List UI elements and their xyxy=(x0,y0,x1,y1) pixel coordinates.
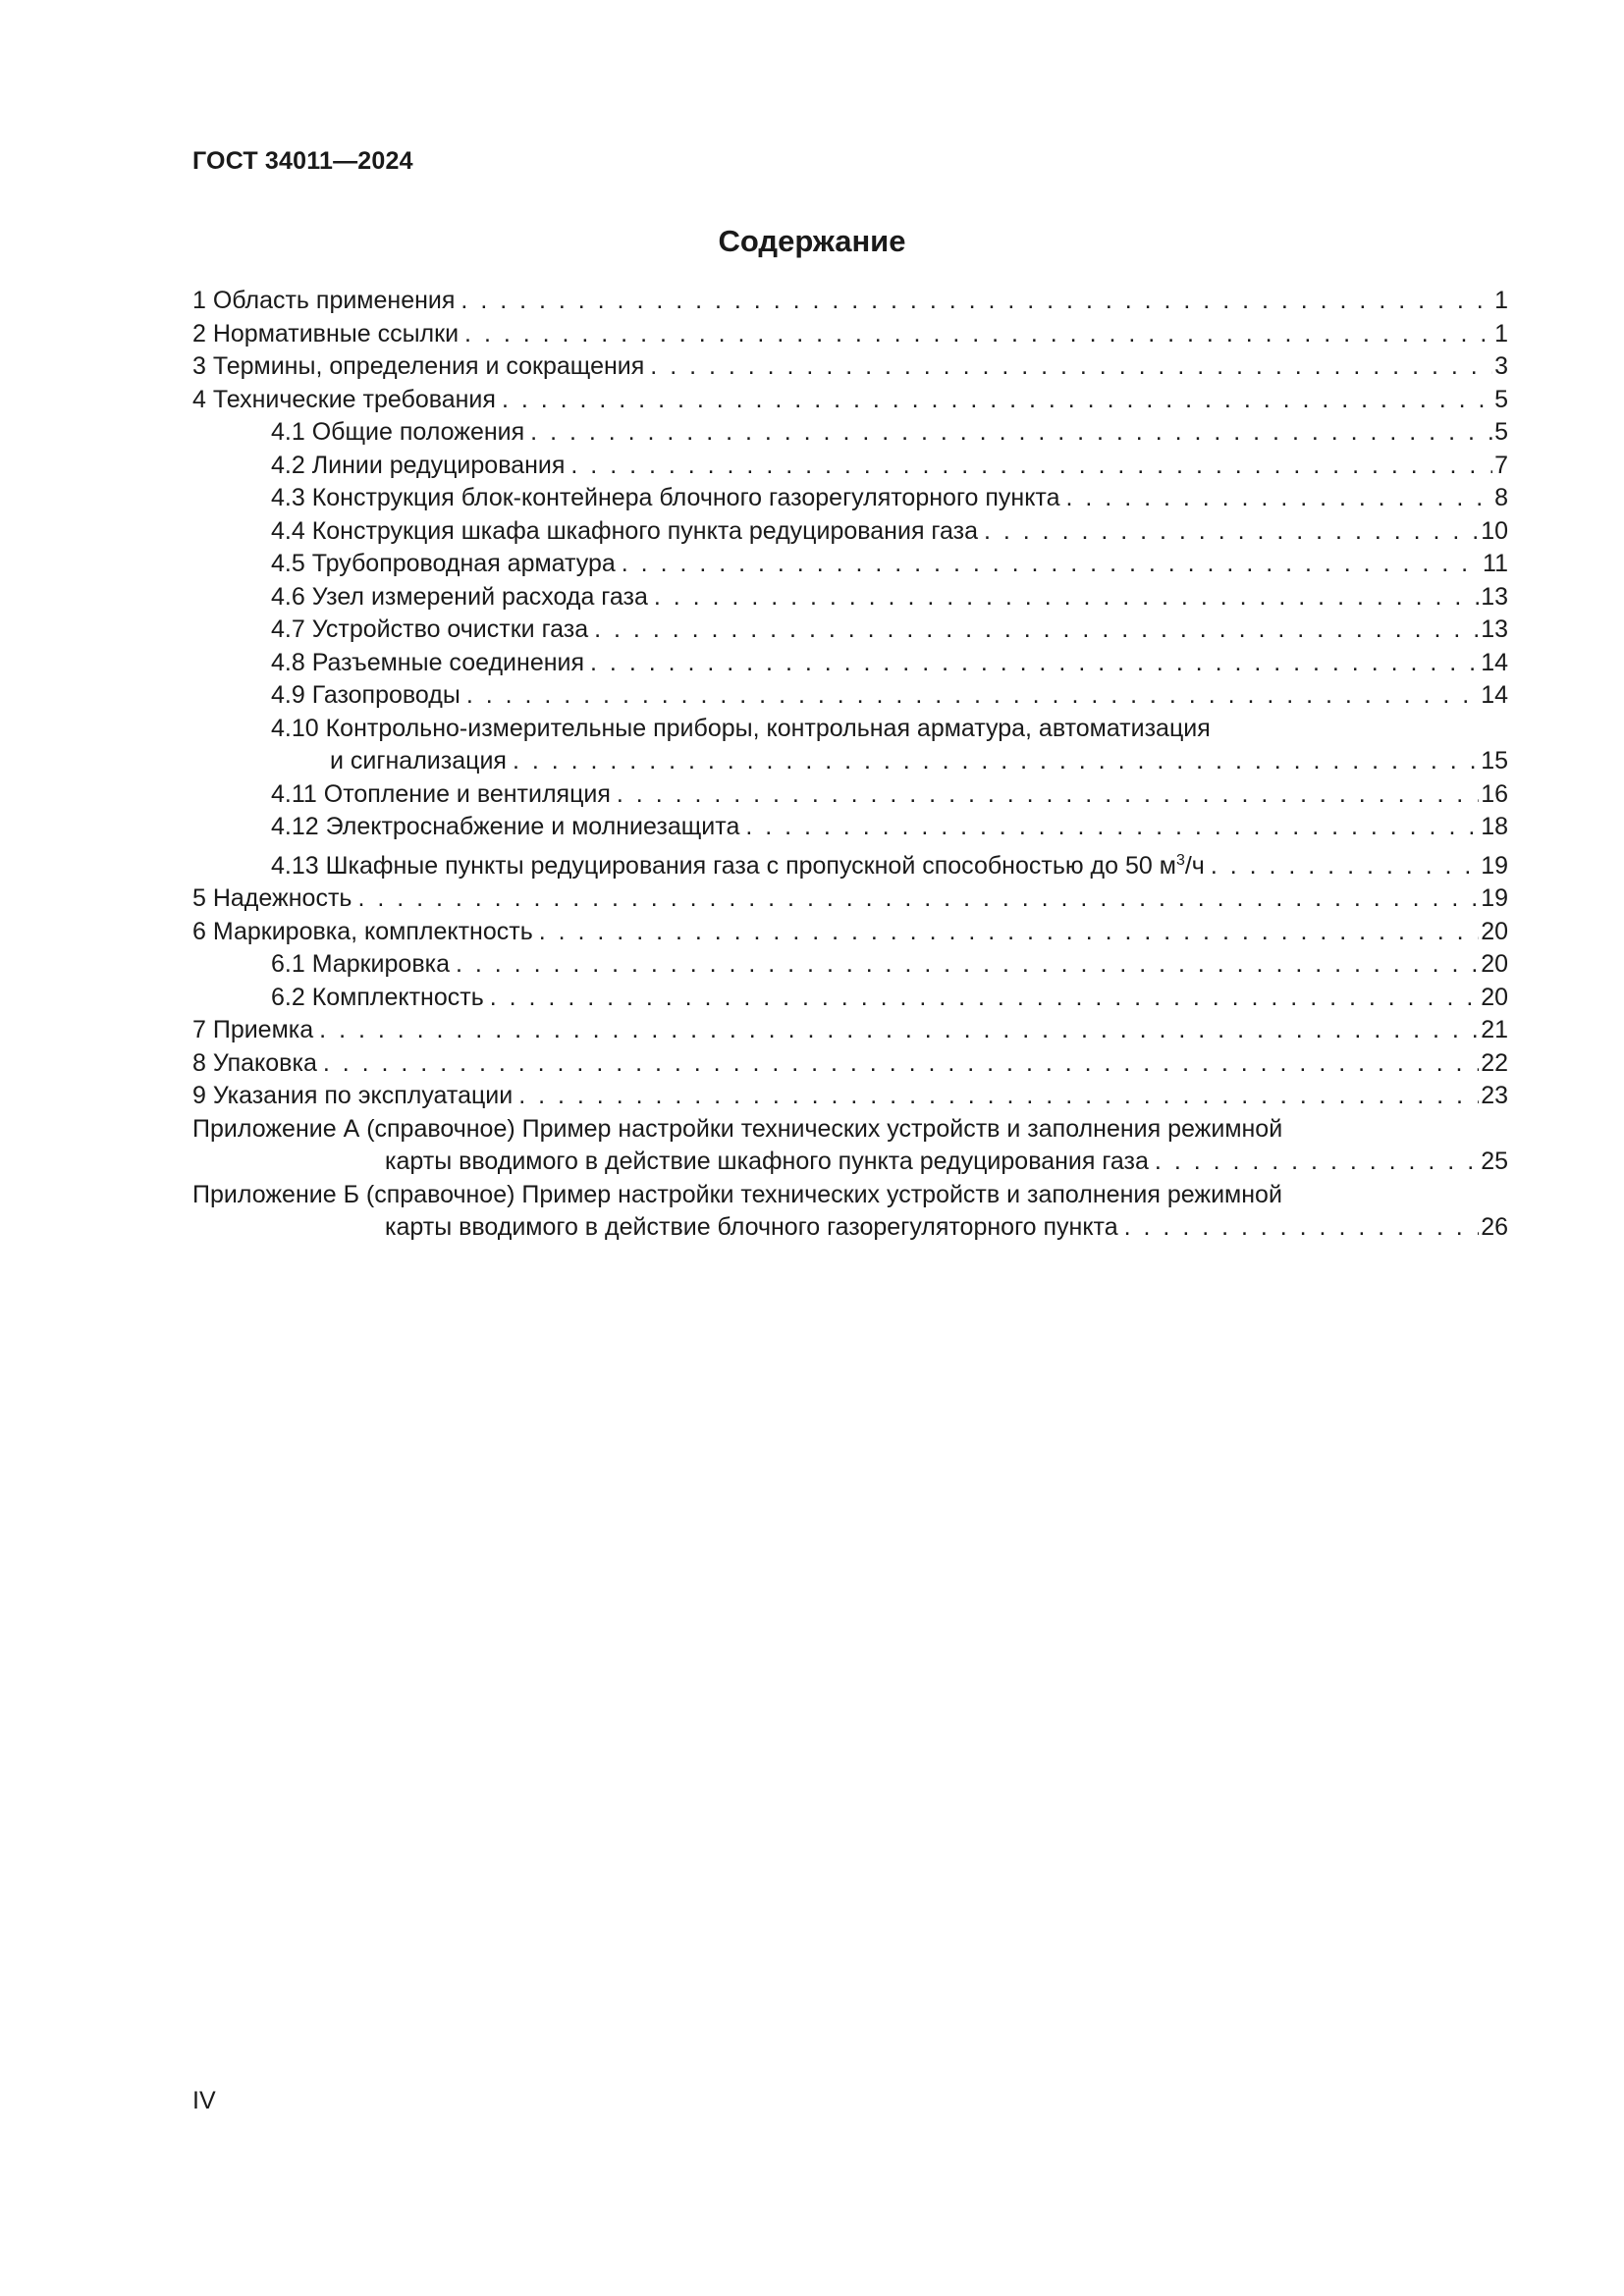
toc-entry-page: 14 xyxy=(1481,648,1508,676)
toc-entry-5[interactable] xyxy=(192,882,1508,916)
toc-entry-7[interactable] xyxy=(192,1014,1508,1047)
toc-entry-text: 8 Упаковка xyxy=(192,1048,317,1077)
toc-entry-text: 4.12 Электроснабжение и молниезащита xyxy=(271,813,740,840)
toc-entry-text: 4.1 Общие положения xyxy=(271,418,525,446)
leader-dots xyxy=(357,882,1479,916)
toc-entry-4-9[interactable] xyxy=(192,679,1508,713)
toc-entry-8[interactable] xyxy=(192,1047,1508,1081)
leader-dots xyxy=(617,778,1479,812)
toc-entry-page: 18 xyxy=(1481,813,1508,840)
toc-entry-6-1[interactable] xyxy=(192,948,1508,982)
toc-entry-page: 7 xyxy=(1494,451,1508,479)
toc-entry-page: 11 xyxy=(1483,550,1508,577)
toc-entry-page: 21 xyxy=(1481,1016,1508,1043)
toc-entry-text: 4.5 Трубопроводная арматура xyxy=(271,550,616,577)
toc-entry-text: 4.2 Линии редуцирования xyxy=(271,451,566,479)
leader-dots xyxy=(518,1080,1479,1113)
leader-dots xyxy=(456,948,1479,982)
toc-entry-text: карты вводимого в действие блочного газорегуляторного пункта xyxy=(385,1213,1118,1241)
toc-entry-text: 4.9 Газопроводы xyxy=(271,681,460,709)
leader-dots xyxy=(622,548,1481,581)
toc-entry-4-7[interactable] xyxy=(192,614,1508,647)
toc-entry-text: 4.10 Контрольно-измерительные приборы, контрольная арматура, автоматизация xyxy=(271,714,1211,742)
leader-dots xyxy=(590,647,1479,680)
toc-entry-4-12[interactable] xyxy=(192,811,1508,844)
toc-entry-text: 1 Область применения xyxy=(192,287,456,314)
toc-entry-3[interactable] xyxy=(192,350,1508,384)
toc-entry-4-1[interactable] xyxy=(192,416,1508,450)
toc-entry-text: и сигнализация xyxy=(330,747,507,774)
toc-entry-2[interactable] xyxy=(192,318,1508,351)
toc-entry-4-5[interactable] xyxy=(192,548,1508,581)
leader-dots xyxy=(323,1047,1479,1081)
toc-entry-appendix-b-line1[interactable] xyxy=(192,1179,1508,1212)
toc-entry-page: 22 xyxy=(1481,1048,1508,1077)
toc-entry-appendix-a-line1[interactable] xyxy=(192,1113,1508,1147)
toc-entry-page: 19 xyxy=(1481,851,1508,880)
leader-dots xyxy=(1155,1146,1479,1179)
leader-dots xyxy=(570,450,1492,483)
leader-dots xyxy=(464,318,1492,351)
toc-entry-text: 4.8 Разъемные соединения xyxy=(271,648,585,676)
superscript: 3 xyxy=(1175,851,1185,869)
toc-entry-6[interactable] xyxy=(192,916,1508,949)
toc-entry-page: 13 xyxy=(1481,615,1508,643)
toc-entry-page: 13 xyxy=(1481,582,1508,611)
toc-entry-text: 4.7 Устройство очистки газа xyxy=(271,615,589,643)
toc-entry-page: 5 xyxy=(1494,385,1508,413)
toc-entry-text: 4.4 Конструкция шкафа шкафного пункта редуцирования газа xyxy=(271,516,978,545)
leader-dots xyxy=(594,614,1479,647)
toc-entry-text: Приложение Б (справочное) Пример настройки технических устройств и заполнения режимной xyxy=(192,1180,1282,1208)
toc-entry-page: 16 xyxy=(1481,779,1508,808)
page-number: IV xyxy=(192,2087,216,2114)
toc-entry-text-suffix: /ч xyxy=(1184,851,1205,880)
toc-entry-4-2[interactable] xyxy=(192,450,1508,483)
leader-dots xyxy=(460,285,1492,318)
toc-entry-page: 1 xyxy=(1494,287,1508,314)
toc-entry-page: 19 xyxy=(1481,884,1508,912)
toc-entry-page: 1 xyxy=(1494,319,1508,347)
leader-dots xyxy=(530,416,1492,450)
leader-dots xyxy=(513,745,1479,778)
toc-entry-4-8[interactable] xyxy=(192,647,1508,680)
toc-entry-page: 15 xyxy=(1481,747,1508,774)
toc-entry-page: 20 xyxy=(1481,950,1508,978)
leader-dots xyxy=(502,384,1492,417)
leader-dots xyxy=(1211,850,1479,883)
toc-entry-text: карты вводимого в действие шкафного пункта редуцирования газа xyxy=(385,1148,1149,1175)
toc-entry-4-4[interactable] xyxy=(192,515,1508,549)
toc-entry-4-11[interactable] xyxy=(192,778,1508,812)
toc-entry-text: 4.6 Узел измерений расхода газа xyxy=(271,582,648,611)
toc-entry-4[interactable] xyxy=(192,384,1508,417)
leader-dots xyxy=(650,350,1492,384)
toc-entry-1[interactable] xyxy=(192,285,1508,318)
toc-title: Содержание xyxy=(718,224,906,258)
leader-dots xyxy=(490,982,1479,1015)
toc-entry-page: 26 xyxy=(1481,1213,1508,1241)
toc-entry-6-2[interactable] xyxy=(192,982,1508,1015)
leader-dots xyxy=(654,581,1479,614)
toc-entry-text: 6 Маркировка, комплектность xyxy=(192,917,533,945)
leader-dots xyxy=(466,679,1479,713)
toc-entry-text-main: 4.13 Шкафные пункты редуцирования газа с пропускной способностью до 50 м xyxy=(271,851,1176,880)
leader-dots xyxy=(984,515,1479,549)
toc-entry-4-10-line1[interactable] xyxy=(192,713,1508,746)
toc-entry-page: 23 xyxy=(1481,1082,1508,1109)
toc-entry-9[interactable] xyxy=(192,1080,1508,1113)
toc-entry-text: 6.2 Комплектность xyxy=(271,983,484,1011)
toc-entry-text xyxy=(271,844,1205,883)
toc-entry-text: 5 Надежность xyxy=(192,884,352,912)
toc-entry-page: 14 xyxy=(1481,681,1508,709)
toc-entry-4-10-line2[interactable] xyxy=(192,745,1508,778)
toc-entry-text: 7 Приемка xyxy=(192,1016,314,1043)
toc-entry-text: 4.11 Отопление и вентиляция xyxy=(271,779,611,808)
leader-dots xyxy=(319,1014,1479,1047)
toc-entry-4-3[interactable] xyxy=(192,482,1508,515)
table-of-contents xyxy=(192,285,1508,1245)
toc-entry-page: 8 xyxy=(1494,484,1508,511)
leader-dots xyxy=(745,811,1479,844)
toc-entry-appendix-b-line2[interactable] xyxy=(192,1211,1508,1245)
toc-entry-text: Приложение А (справочное) Пример настройки технических устройств и заполнения режимной xyxy=(192,1114,1283,1143)
toc-entry-text: 3 Термины, определения и сокращения xyxy=(192,352,645,380)
toc-entry-text: 2 Нормативные ссылки xyxy=(192,319,460,347)
toc-entry-text: 4.3 Конструкция блок-контейнера блочного газорегуляторного пункта xyxy=(271,484,1060,511)
leader-dots xyxy=(539,916,1479,949)
leader-dots xyxy=(1124,1211,1480,1245)
toc-entry-4-13[interactable] xyxy=(192,844,1508,883)
toc-entry-4-6[interactable] xyxy=(192,581,1508,614)
toc-entry-page: 25 xyxy=(1481,1148,1508,1175)
toc-entry-text: 4 Технические требования xyxy=(192,385,496,413)
toc-entry-page: 20 xyxy=(1481,983,1508,1011)
document-code: ГОСТ 34011—2024 xyxy=(192,147,413,175)
toc-entry-text: 6.1 Маркировка xyxy=(271,950,450,978)
leader-dots xyxy=(1066,482,1493,515)
toc-entry-appendix-a-line2[interactable] xyxy=(192,1146,1508,1179)
toc-entry-page: 5 xyxy=(1494,418,1508,446)
toc-entry-page: 10 xyxy=(1481,516,1508,545)
toc-entry-page: 3 xyxy=(1494,352,1508,380)
toc-entry-page: 20 xyxy=(1481,917,1508,945)
toc-entry-text: 9 Указания по эксплуатации xyxy=(192,1082,514,1109)
